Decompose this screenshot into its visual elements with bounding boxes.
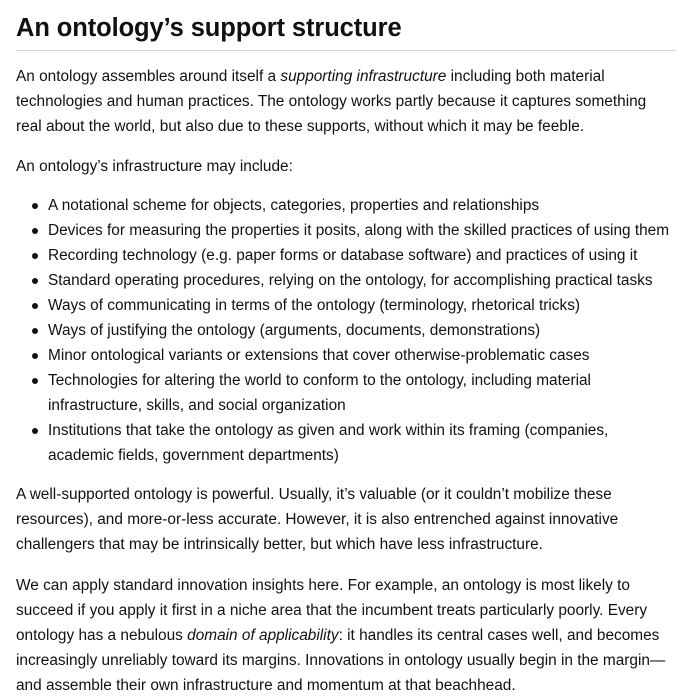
- page-title: An ontology’s support structure: [16, 12, 676, 51]
- list-item-text: Institutions that take the ontology as given and work within its framing (companies, academic fields, government departments): [48, 422, 609, 464]
- bullet-icon: [32, 328, 38, 334]
- list-item-text: Recording technology (e.g. paper forms or database software) and practices of using it: [48, 247, 638, 264]
- bullet-icon: [32, 203, 38, 209]
- list-item-text: Ways of communicating in terms of the ontology (terminology, rhetorical tricks): [48, 297, 581, 314]
- bullet-icon: [32, 353, 38, 359]
- list-item: [48, 318, 676, 343]
- list-item: [48, 218, 676, 243]
- bullet-icon: [32, 428, 38, 434]
- infrastructure-list: [16, 193, 676, 468]
- intro-emphasis: supporting infrastructure: [280, 68, 447, 85]
- list-lead-paragraph: An ontology’s infrastructure may include:: [16, 158, 293, 175]
- list-item: [48, 418, 676, 468]
- intro-text-end: including both material technologies and human practices. The ontology works partly because it captures something real about the world, but also due to these supports, without which it may be feeble.: [16, 68, 647, 135]
- bullet-icon: [32, 253, 38, 259]
- bullet-icon: [32, 378, 38, 384]
- list-item-text: Ways of justifying the ontology (arguments, documents, demonstrations): [48, 322, 541, 339]
- bullet-icon: [32, 303, 38, 309]
- innovation-emphasis: domain of applicability: [187, 627, 339, 644]
- list-item-text: Minor ontological variants or extensions that cover otherwise-problematic cases: [48, 347, 590, 364]
- list-item: [48, 243, 676, 268]
- bullet-icon: [32, 228, 38, 234]
- intro-paragraph: [16, 64, 676, 139]
- intro-text-start: An ontology assembles around itself a: [16, 68, 281, 85]
- list-item-text: Standard operating procedures, relying on the ontology, for accomplishing practical tasks: [48, 272, 653, 289]
- list-item-text: A notational scheme for objects, categories, properties and relationships: [48, 197, 540, 214]
- list-item: [48, 193, 676, 218]
- innovation-text-end: : it handles its central cases well, and becomes increasingly unreliably toward its margins. Innovations in ontology usually begin in the margin—and assemble their own infrastructure and momentum at that beachhead.: [16, 627, 666, 694]
- supported-ontology-paragraph: A well-supported ontology is powerful. Usually, it’s valuable (or it couldn’t mobilize these resources), and more-or-less accurate. However, it is also entrenched against innovative challengers that may be intrinsically better, but which have less infrastructure.: [16, 486, 619, 553]
- list-item: [48, 343, 676, 368]
- innovation-text-start: We can apply standard innovation insights here. For example, an ontology is most likely to succeed if you apply it first in a niche area that the incumbent treats particularly poorly. Every ontology has a nebulous: [16, 577, 648, 644]
- bullet-icon: [32, 278, 38, 284]
- list-item-text: Technologies for altering the world to conform to the ontology, including material infrastructure, skills, and social organization: [48, 372, 591, 414]
- list-item: [48, 268, 676, 293]
- list-item: [48, 368, 676, 418]
- list-item-text: Devices for measuring the properties it posits, along with the skilled practices of using them: [48, 222, 670, 239]
- innovation-paragraph: [16, 573, 676, 698]
- list-item: [48, 293, 676, 318]
